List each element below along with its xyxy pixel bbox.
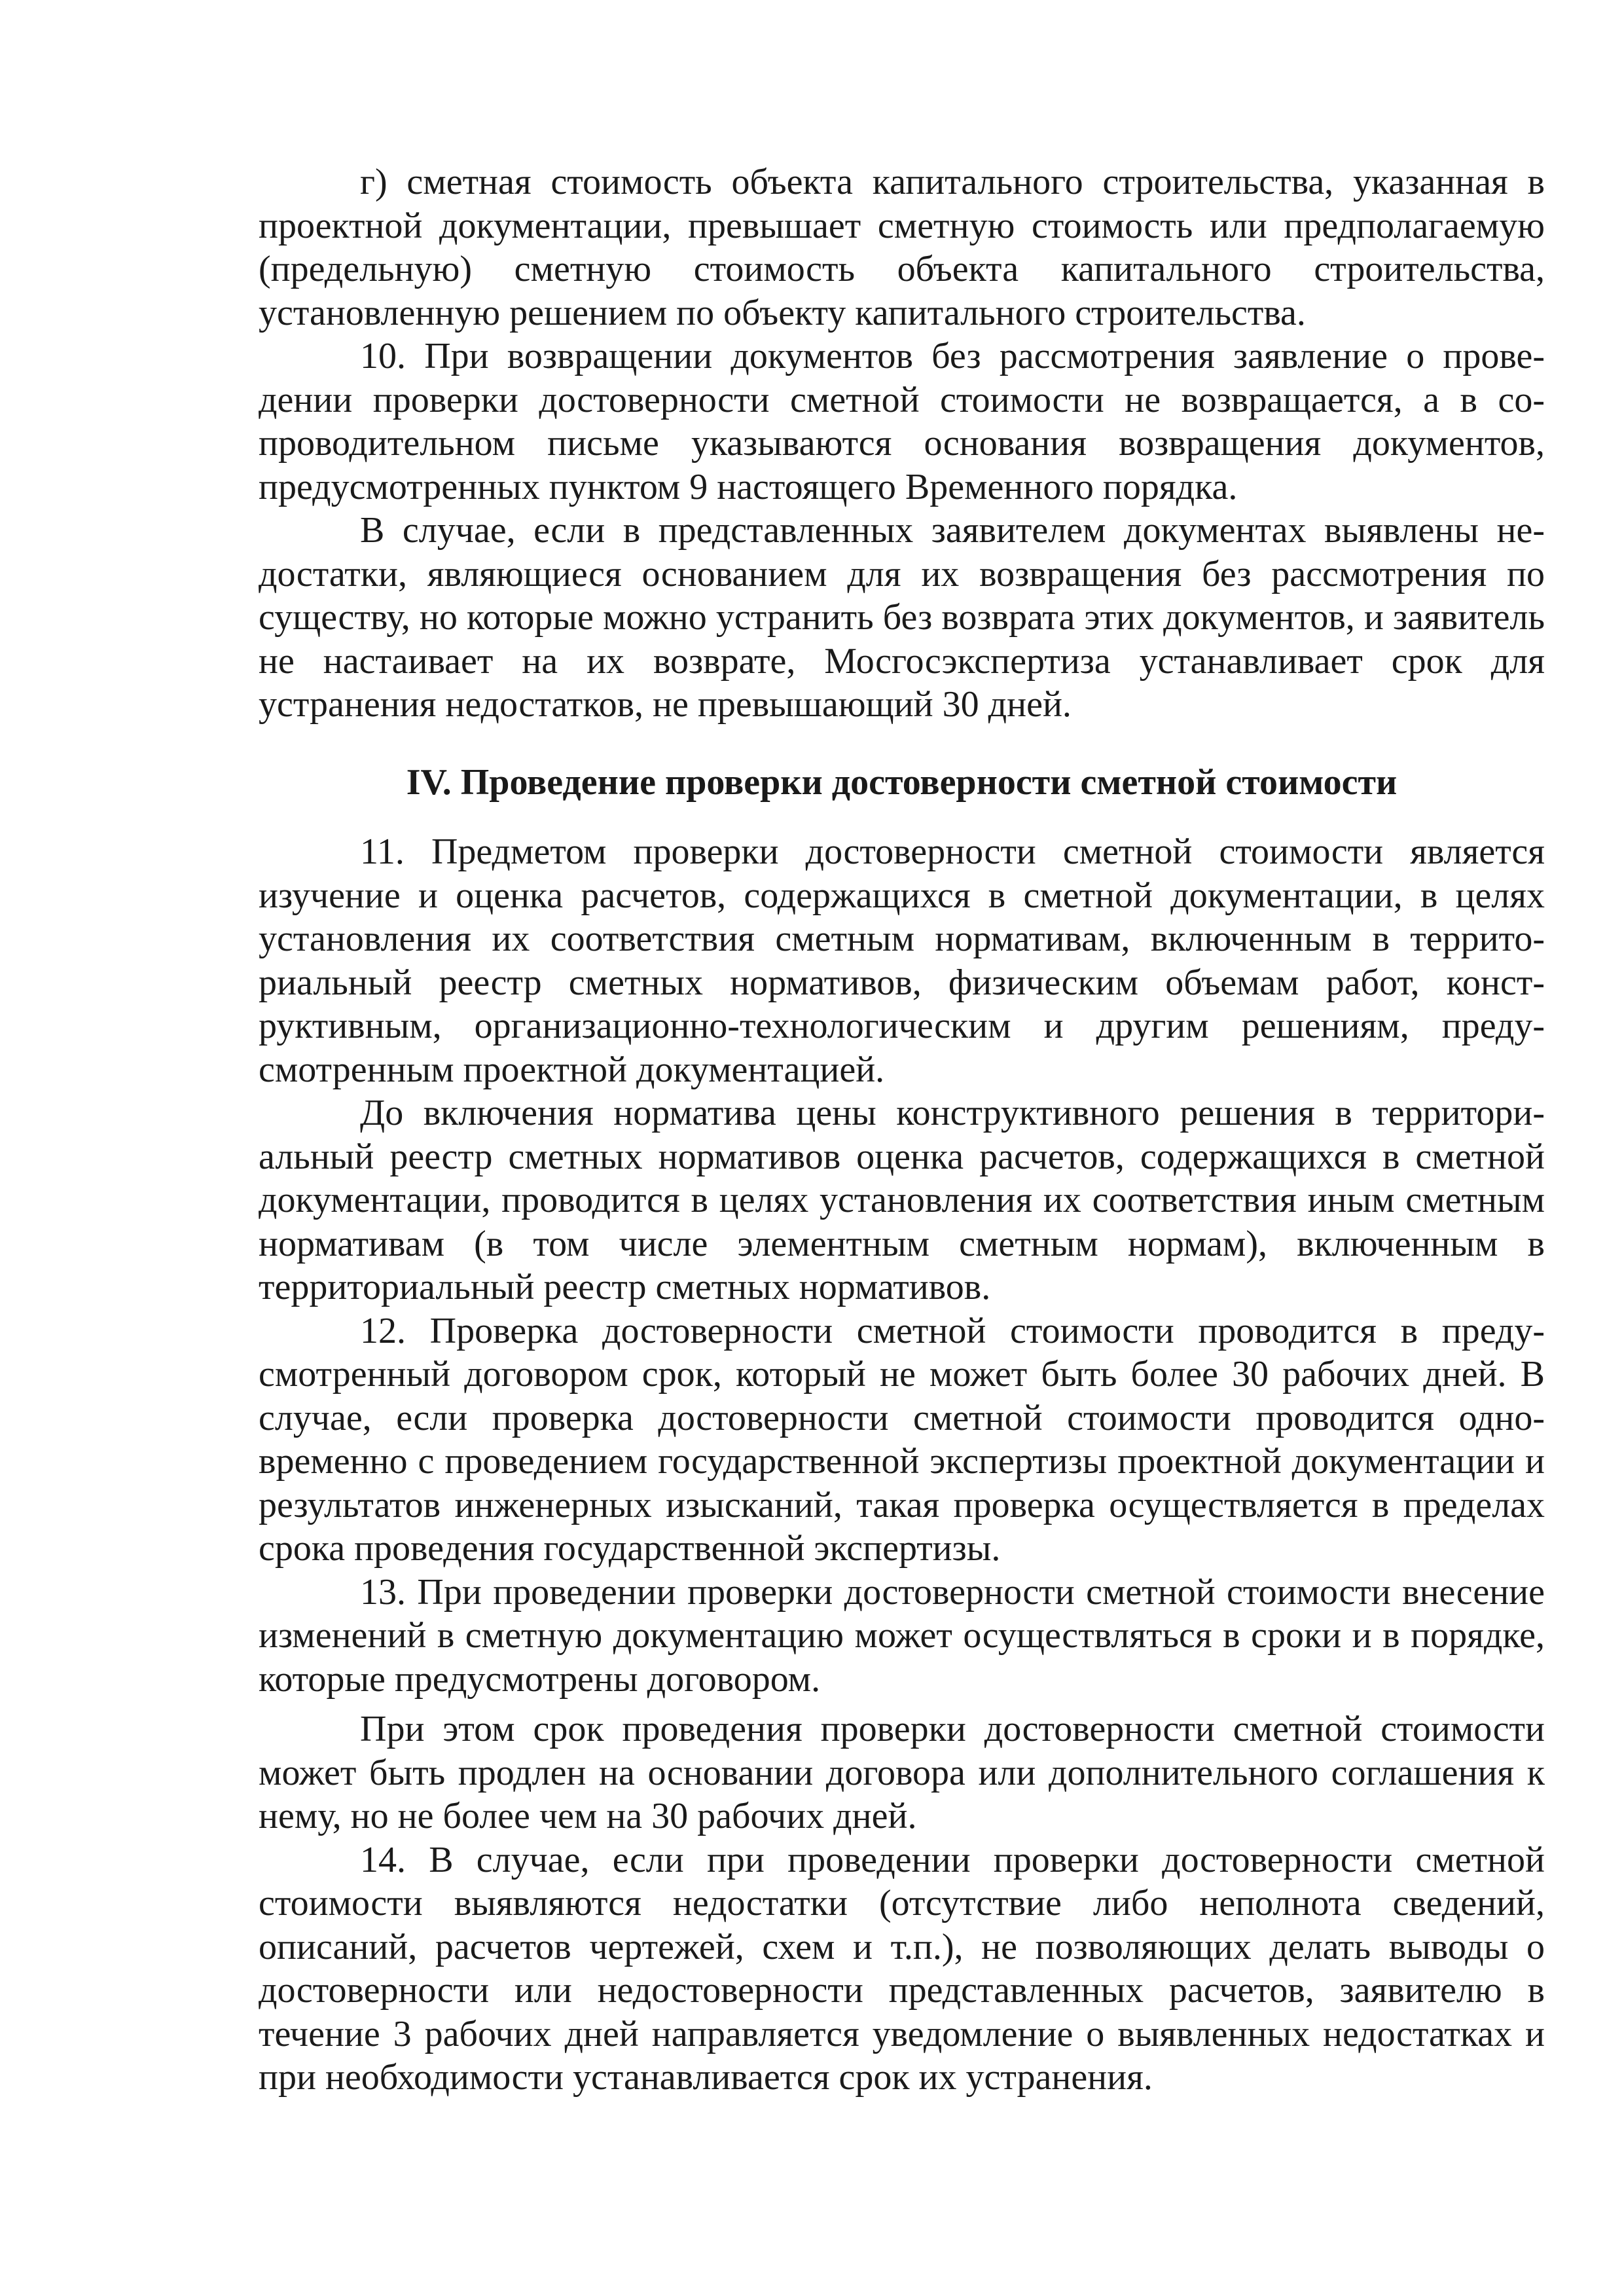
paragraph-g-estimate-exceeds: г) сметная стоимость объекта капитального строительства, указанная в проектной документации, превышает сметную стоимость или предполагаемую (предельную) сметную стоимость объекта капитального строительства, установленную решением по объекту капитального строительства. [259, 162, 1545, 333]
paragraph-14-deficiencies-notice: 14. В случае, если при проведении проверки достоверности сметной стоимости выявляются недостатки (отсутствие либо неполнота сведений, описаний, расчетов чертежей, схем и т.п.), не позволяющих делать выводы о достоверности или недостоверности представленных расчетов, заявителю в течение 3 рабочих дней направляется уведомление о выявленных недостатках и при необходимости устанавливается срок их устранения. [259, 1839, 1545, 2098]
paragraph-term-extension: При этом срок проведения проверки достоверности сметной стоимости может быть продлен на основании договора или дополнительного соглашения к нему, но не более чем на 30 рабочих дней. [259, 1709, 1545, 1836]
document-body [259, 160, 1545, 2100]
section-heading-iv: IV. Проведение проверки достоверности сметной стоимости [406, 761, 1398, 803]
paragraph-12-check-term: 12. Проверка достоверности сметной стоимости проводится в предусмотренный договором срок, который не может быть более 30 рабочих дней. В случае, если проверка достоверности сметной стоимости проводится одновременно с проведением государственной экспертизы проектной документации и результатов инженерных изысканий, такая проверка осуществляется в пределах срока проведения государственной экспертизы. [259, 1310, 1545, 1569]
paragraph-10-return-documents: 10. При возвращении документов без рассмотрения заявление о проведении проверки достоверности сметной стоимости не возвращается, а в сопроводительном письме указываются основания возвращения документов, предусмотренных пунктом 9 настоящего Временного порядка. [259, 336, 1545, 507]
paragraph-before-inclusion: До включения норматива цены конструктивного решения в территориальный реестр сметных нормативов оценка расчетов, содержащихся в сметной документации, проводится в целях установления их соответствия иным сметным нормативам (в том числе элементным сметным нормам), включенным в территориальный реестр сметных нормативов. [259, 1093, 1545, 1307]
paragraph-13-changes: 13. При проведении проверки достоверности сметной стоимости внесение изменений в сметную документацию может осуществляться в сроки и в порядке, которые предусмотрены договором. [259, 1571, 1545, 1700]
paragraph-deficiencies-term: В случае, если в представленных заявителем документах выявлены недостатки, являющиеся основанием для их возвращения без рассмотрения по существу, но которые можно устранить без возврата этих документов, и заявитель не настаивает на их возврате, Мосгосэкспертиза устанавливает срок для устранения недостатков, не превышающий 30 дней. [259, 510, 1545, 725]
paragraph-11-subject-of-check: 11. Предметом проверки достоверности сметной стоимости является изучение и оценка расчетов, содержащихся в сметной документации, в целях установления их соответствия сметным нормативам, включенным в территориальный реестр сметных нормативов, физическим объемам работ, конструктивным, организационно-технологическим и другим решениям, предусмотренным проектной документацией. [259, 831, 1545, 1090]
